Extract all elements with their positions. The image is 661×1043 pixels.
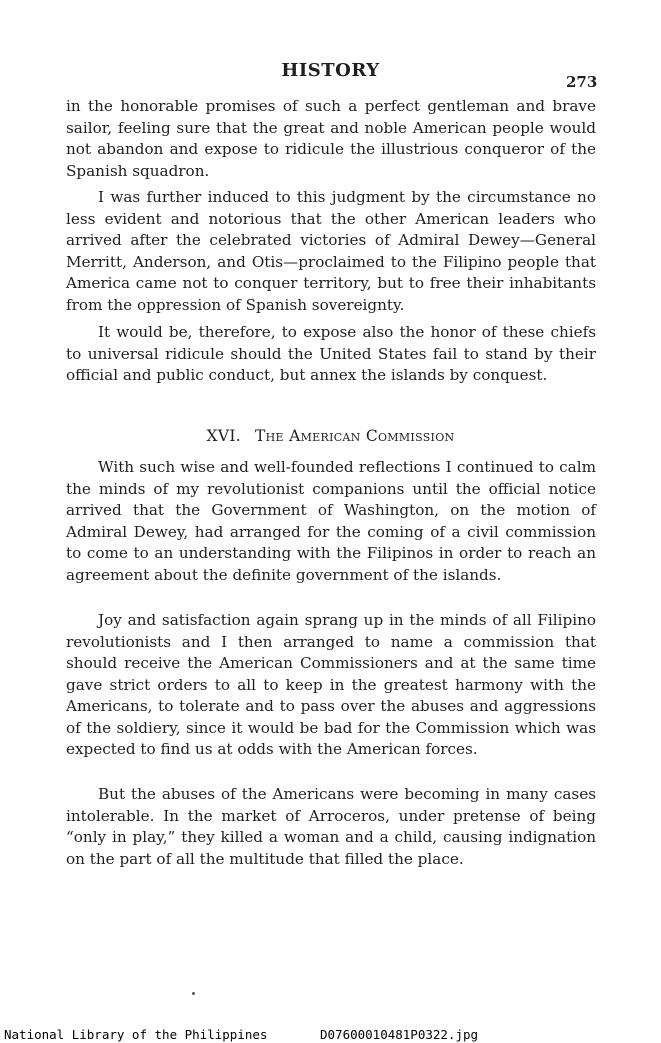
page-speck <box>192 992 195 995</box>
section-number: XVI. <box>206 427 242 445</box>
page-number: 273 <box>566 73 598 91</box>
section-heading <box>0 427 661 445</box>
footer-library: National Library of the Philippines <box>4 1027 268 1042</box>
section-paragraph-2: Joy and satisfaction again sprang up in the minds of all Filipino revolutionists and I then arranged to name a commission that should receive the American Commissioners and at the same time gave strict orders to all to keep in the greatest harmony with the Americans, to tolerate and to pass over the abuses and aggressions of the soldiery, since it would be bad for the Commission which was expected to find us at odds with the American forces. <box>66 611 596 758</box>
paragraph-1: in the honorable promises of such a perfect gentleman and brave sailor, feeling sure that the great and noble American people would not abandon and expose to ridicule the illustrious conqueror of the Spanish squadron. <box>66 97 596 180</box>
section-paragraph-1: With such wise and well-founded reflections I continued to calm the minds of my revolutionist companions until the official notice arrived that the Government of Washington, on the motion of Admiral Dewey, had arranged for the coming of a civil commission to come to an understanding with the Filipinos in order to reach an agreement about the definite government of the islands. <box>66 458 596 584</box>
section-title: The American Commission <box>255 427 455 445</box>
paragraph-2: I was further induced to this judgment by the circumstance no less evident and notorious that the other American leaders who arrived after the celebrated victories of Admiral Dewey—General Merritt, Anderson, and Otis—proclaimed to the Filipino people that America came not to conquer territory, but to free their inhabitants from the oppression of Spanish sovereignty. <box>66 188 596 314</box>
section-paragraph-3: But the abuses of the Americans were becoming in many cases intolerable. In the market of Arroceros, under pretense of being “only in play,” they killed a woman and a child, causing indignation on the part of all the multitude that filled the place. <box>66 785 596 868</box>
footer-filename: D07600010481P0322.jpg <box>320 1027 479 1042</box>
paragraph-3: It would be, therefore, to expose also the honor of these chiefs to universal ridicule should the United States fail to stand by their official and public conduct, but annex the islands by conquest. <box>66 323 596 384</box>
running-header-title: HISTORY <box>281 60 380 81</box>
scan-footer <box>4 1027 479 1042</box>
